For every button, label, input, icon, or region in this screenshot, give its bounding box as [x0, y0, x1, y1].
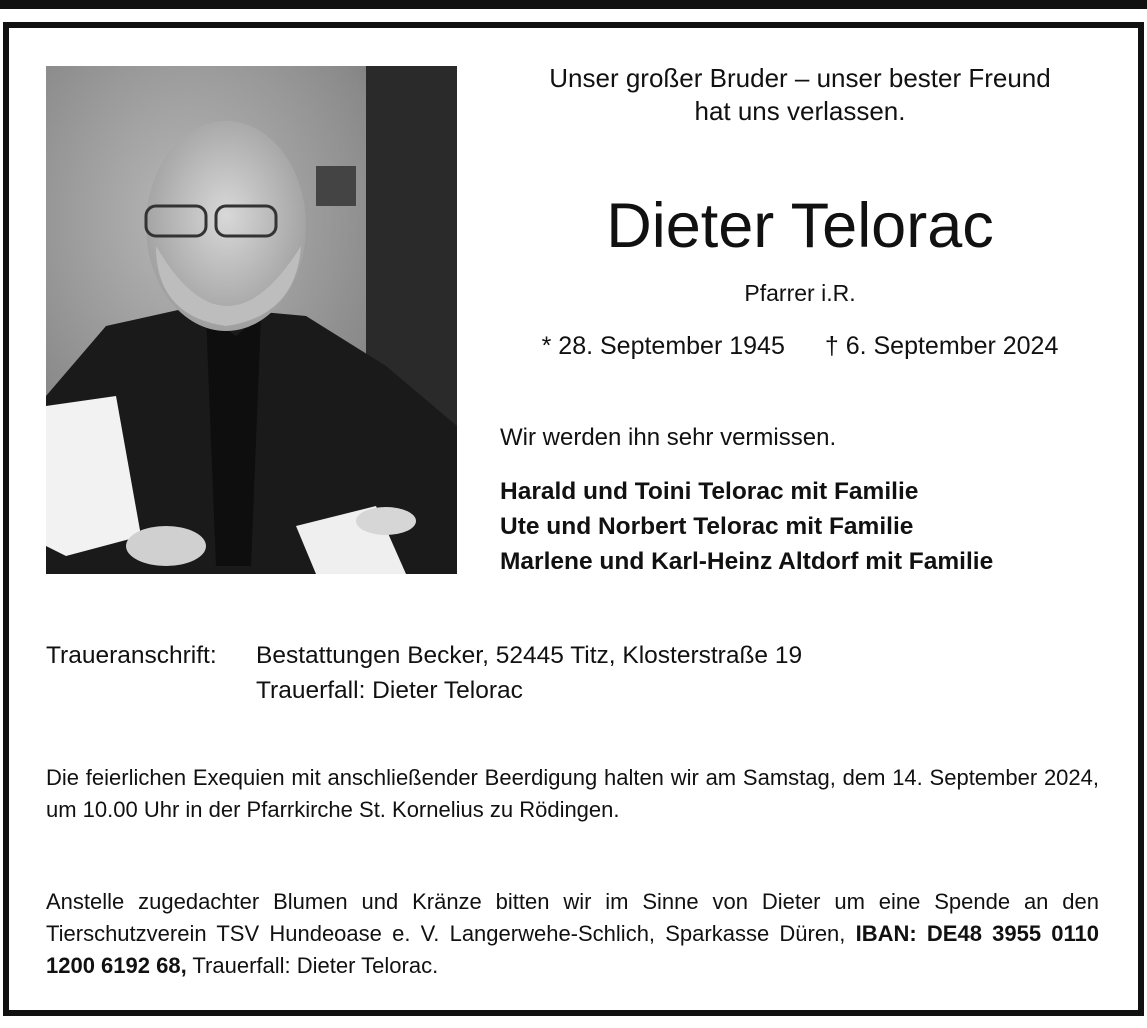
mourning-address [46, 638, 802, 708]
case-reference: Trauerfall: Dieter Telorac [256, 677, 523, 704]
intro-line-1: Unser großer Bruder – unser bester Freund [549, 63, 1051, 93]
donation-suffix: Trauerfall: Dieter Telorac. [192, 953, 439, 978]
address-value: Bestattungen Becker, 52445 Titz, Klosterstraße 19 [256, 642, 803, 669]
family-entry: Ute und Norbert Telorac mit Familie [500, 513, 914, 540]
deceased-name: Dieter Telorac [606, 191, 994, 261]
exequien-paragraph: Die feierlichen Exequien mit anschließender Beerdigung halten wir am Samstag, dem 14. September 2024, um 10.00 Uhr in der Pfarrkirche St. Kornelius zu Rödingen. [46, 765, 1099, 822]
birth-date: * 28. September 1945 [541, 332, 785, 360]
intro-text [500, 62, 1100, 128]
death-date: † 6. September 2024 [824, 332, 1059, 360]
family-entry: Harald und Toini Telorac mit Familie [500, 478, 919, 505]
donation-paragraph [46, 886, 1099, 982]
intro-line-2: hat uns verlassen. [694, 96, 906, 126]
family-list [500, 474, 993, 579]
family-entry: Marlene und Karl-Heinz Altdorf mit Familie [500, 548, 994, 575]
iban: IBAN: DE48 3955 0110 1200 6192 68, [46, 921, 1099, 978]
top-rule [0, 0, 1147, 9]
deceased-title: Pfarrer i.R. [744, 280, 856, 306]
address-label: Traueranschrift: [46, 642, 217, 669]
donation-text: Anstelle zugedachter Blumen und Kränze bitten wir im Sinne von Dieter um eine Spende an den Tierschutzverein TSV Hundeoase e. V. Langerwehe-Schlich, Sparkasse Düren, [46, 889, 1099, 946]
miss-text: Wir werden ihn sehr vermissen. [500, 424, 837, 451]
portrait-photo [46, 66, 457, 574]
life-dates [500, 330, 1100, 362]
